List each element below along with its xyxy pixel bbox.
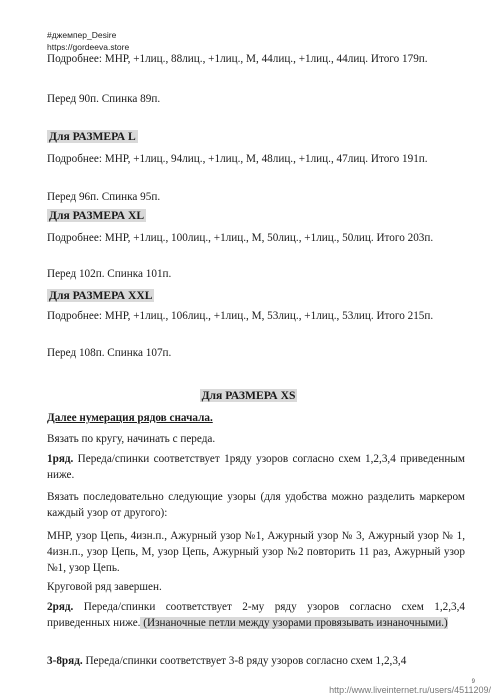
watermark-url: http://www.liveinternet.ru/users/4511209/ [329, 685, 491, 695]
split-xxl: Перед 108п. Спинка 107п. [47, 347, 172, 359]
row-2-text: Переда/спинки соответствует 2-му ряду узоров согласно схем 1,2,3,4 приведенных ниже. [47, 601, 465, 629]
row-3-8-label: 3-8ряд. [47, 655, 83, 667]
split-m: Перед 90п. Спинка 89п. [47, 93, 161, 105]
row-1-text: Переда/спинки соответствует 1ряду узоров согласно схем 1,2,3,4 приведенным ниже. [47, 453, 465, 481]
row-3-8-text: Переда/спинки соответствует 3-8 ряду узоров согласно схем 1,2,3,4 [82, 655, 407, 667]
row-2-note: (Изнаночные петли между узорами провязывать изнаночными.) [140, 617, 448, 629]
increase-detail-xl: Подробнее: МНР, +1лиц., 100лиц., +1лиц., М, 50лиц., +1лиц., 50лиц. Итого 203п. [47, 232, 434, 244]
page-number: 9 [471, 679, 475, 685]
split-xl: Перед 102п. Спинка 101п. [47, 268, 172, 280]
row-3-8-instruction [47, 653, 465, 669]
split-l: Перед 96п. Спинка 95п. [47, 191, 161, 203]
header-tag: #джемпер_Desire [47, 30, 117, 40]
increase-detail-m: Подробнее: МНР, +1лиц., 88лиц., +1лиц., М, 44лиц., +1лиц., 44лиц. Итого 179п. [47, 53, 428, 65]
row-2-label: 2ряд. [47, 601, 74, 613]
pattern-sequence-intro: Вязать последовательно следующие узоры (для удобства можно разделить маркером каждый узор от другого): [47, 491, 465, 519]
row-1-label: 1ряд. [47, 453, 74, 465]
header-url: https://gordeeva.store [47, 42, 130, 52]
size-heading-xxl: Для РАЗМЕРА XXL [49, 289, 153, 302]
section-heading-xs: Для РАЗМЕРА XS [201, 389, 296, 402]
increase-detail-l: Подробнее: МНР, +1лиц., 94лиц., +1лиц., М, 48лиц., +1лиц., 47лиц. Итого 191п. [47, 153, 428, 165]
row-1-instruction [47, 451, 465, 483]
size-heading-xl: Для РАЗМЕРА XL [49, 209, 145, 222]
row-2-instruction [47, 599, 465, 631]
pattern-sequence: МНР, узор Цепь, 4изн.п., Ажурный узор №1, Ажурный узор № 3, Ажурный узор № 1, 4изн.п., узор Цепь, М, узор Цепь, Ажурный узор №2 повторить 11 раз, Ажурный узор №1, узор Цепь. [47, 530, 465, 574]
row-numbering-note: Далее нумерация рядов сначала. [47, 412, 213, 424]
increase-detail-xxl: Подробнее: МНР, +1лиц., 106лиц., +1лиц., М, 53лиц., +1лиц., 53лиц. Итого 215п. [47, 310, 434, 322]
size-heading-l: Для РАЗМЕРА L [49, 130, 136, 143]
knit-round-note: Вязать по кругу, начинать с переда. [47, 433, 216, 445]
round-complete-note: Круговой ряд завершен. [47, 581, 162, 593]
